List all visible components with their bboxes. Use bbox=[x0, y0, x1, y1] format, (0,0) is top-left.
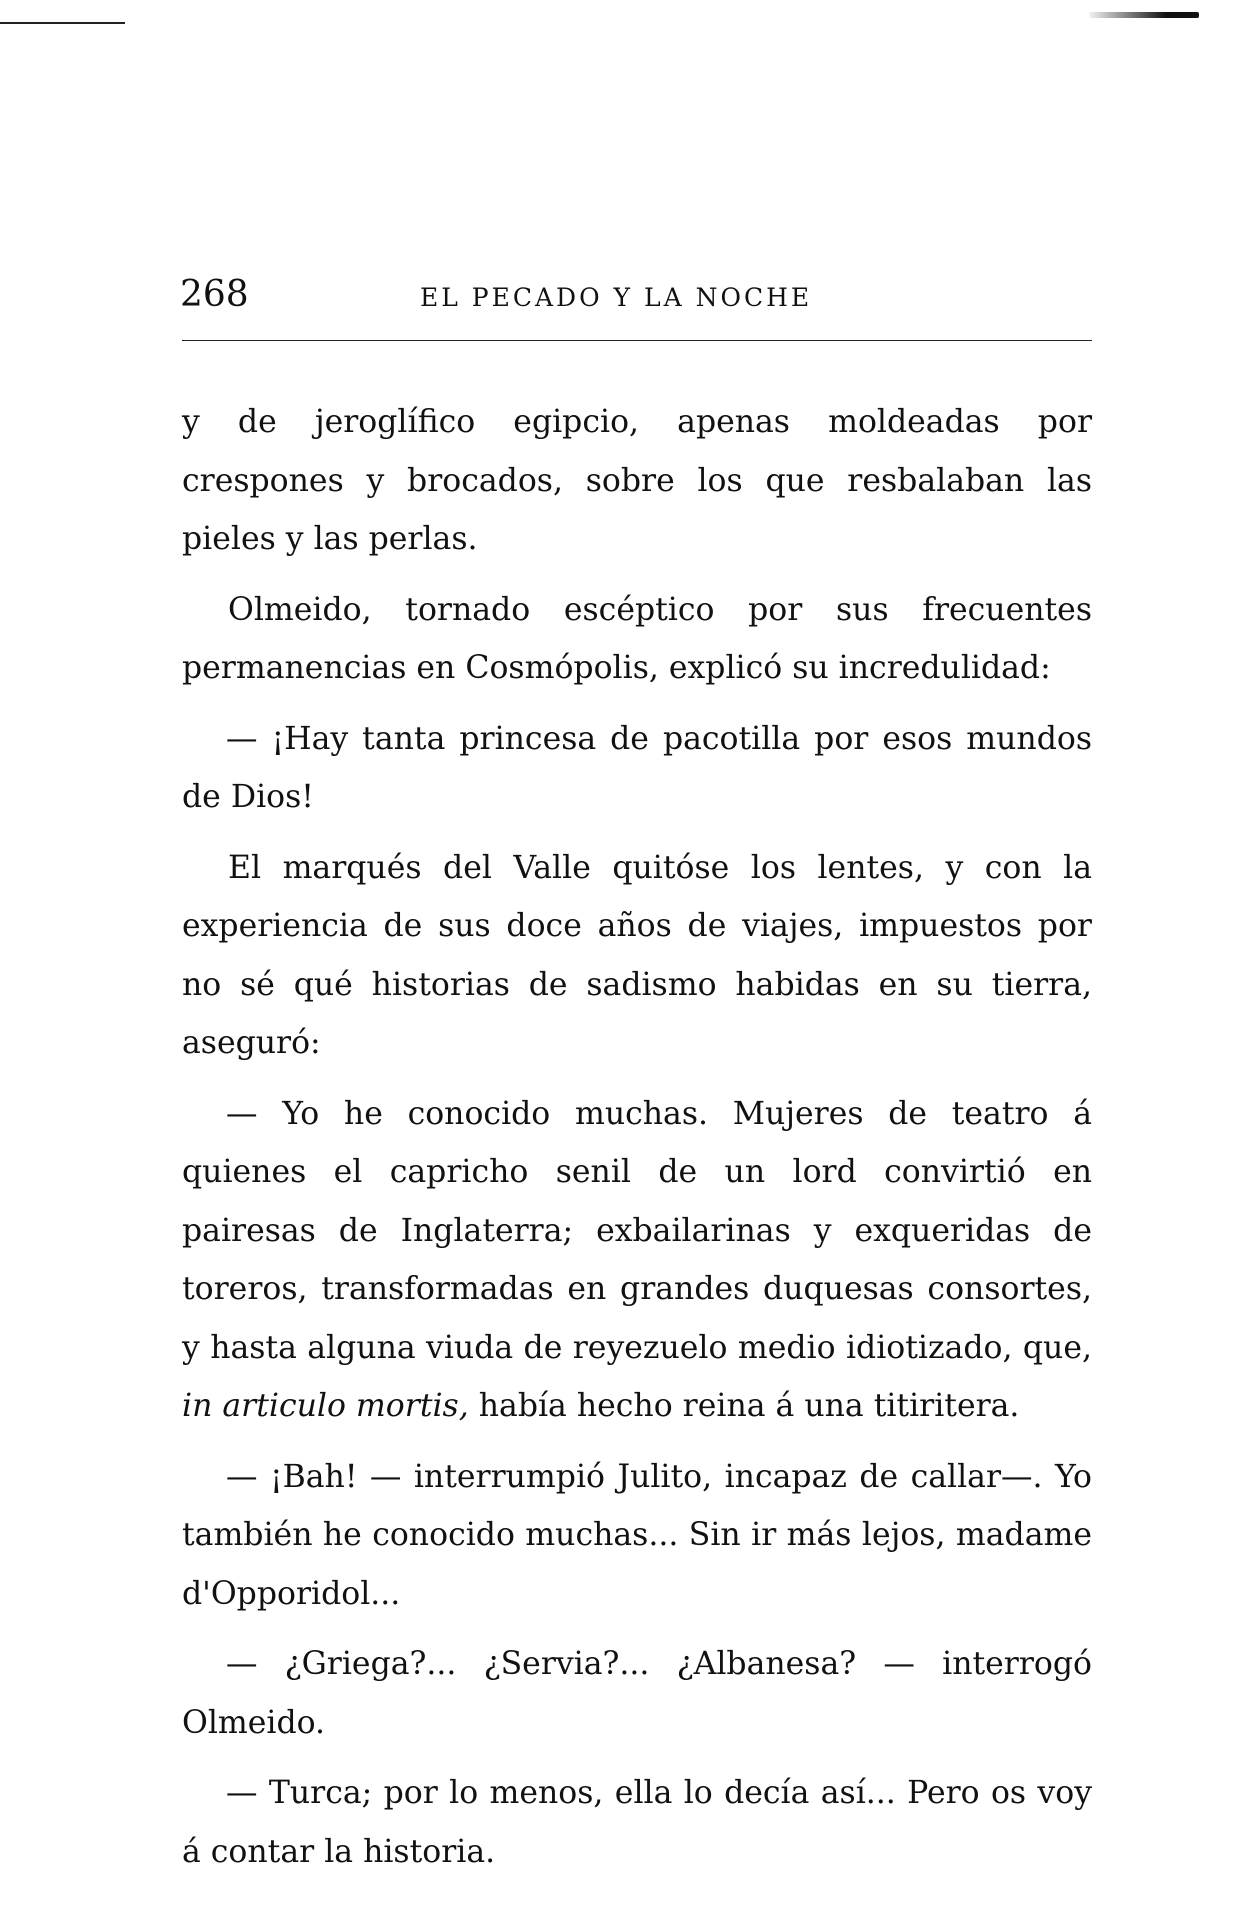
scan-edge-mark-left bbox=[0, 22, 125, 24]
paragraph-continuation: y de jeroglífico egipcio, apenas moldeadas por crespones y brocados, sobre los que resbalaban las pieles y las perlas. bbox=[182, 404, 1092, 557]
paragraph-marques: El marqués del Valle quitóse los lentes, y con la experiencia de sus doce años de viajes, impuestos por no sé qué historias de sadismo habidas en su tierra, aseguró: bbox=[182, 849, 1092, 1061]
dialogue-princesa: — ¡Hay tanta princesa de pacotilla por esos mundos de Dios! bbox=[182, 720, 1092, 815]
dialogue-mujeres-end: había hecho reina á una titiritera. bbox=[478, 1388, 1020, 1424]
dialogue-griega: — ¿Griega?... ¿Servia?... ¿Albanesa? — interrogó Olmeido. bbox=[182, 1646, 1092, 1741]
dialogue-mujeres-text: — Yo he conocido muchas. Mujeres de teatro á quienes el capricho senil de un lord convirtió en pairesas de Inglaterra; exbailarinas y exqueridas de toreros, transformadas en grandes duquesas consortes, y hasta alguna viuda de reyezuelo medio idiotizado, que, bbox=[182, 1095, 1092, 1366]
header-rule bbox=[182, 340, 1092, 341]
page-header bbox=[180, 273, 1092, 331]
latin-phrase: in articulo mortis, bbox=[182, 1388, 469, 1424]
dialogue-julito: — ¡Bah! — interrumpió Julito, incapaz de callar—. Yo también he conocido muchas... Sin ir más lejos, madame d'Opporidol... bbox=[182, 1458, 1092, 1612]
dialogue-mujeres bbox=[182, 1085, 1092, 1436]
scan-edge-mark-right bbox=[1089, 12, 1199, 18]
body-text bbox=[182, 393, 1092, 1893]
page-number: 268 bbox=[180, 274, 249, 315]
dialogue-turca: — Turca; por lo menos, ella lo decía así... Pero os voy á contar la historia. bbox=[182, 1775, 1092, 1870]
paragraph-olmeido: Olmeido, tornado escéptico por sus frecuentes permanencias en Cosmópolis, explicó su incredulidad: bbox=[182, 591, 1092, 686]
running-title: EL PECADO Y LA NOCHE bbox=[420, 283, 813, 312]
